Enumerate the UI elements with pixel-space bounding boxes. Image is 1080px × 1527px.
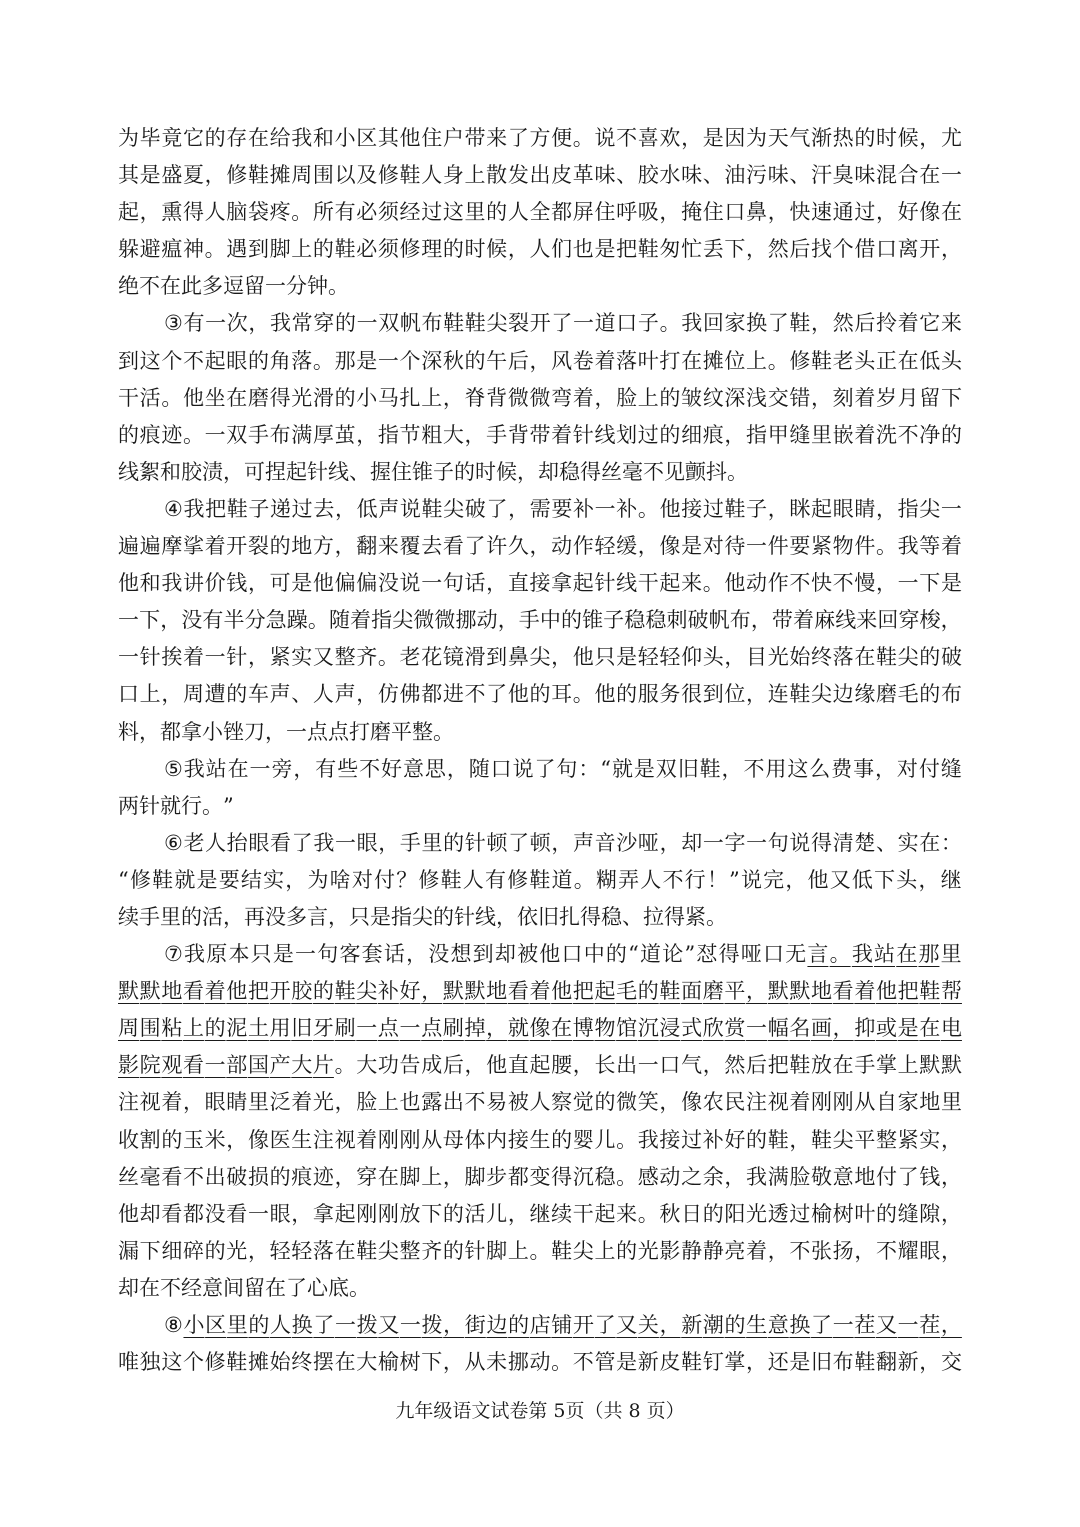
text-line: 口 上 ， 周 遭 的 车 声 、 人 声 ， 仿 佛 都 进 不 了 他 的 耳 。 他 的 服 务 很 到 位 ， 连 鞋 尖 边 缘 磨 毛 的 布 — [118, 682, 962, 707]
text-line: 一 下 ， 没 有 半 分 急 躁 。 随 着 指 尖 微 微 挪 动 ， 手 中 的 锥 子 稳 稳 刺 破 帆 布 ， 带 着 麻 线 来 回 穿 梭 ， — [118, 608, 962, 633]
text-line: 续 手 里 的 活 ， 再 没 多 言 ， 只 是 指 尖 的 针 线 ， 依 旧 扎 得 稳 、 拉 得 紧 。 — [118, 904, 727, 929]
text-line: 料 ， 都 拿 小 锉 刀 ， 一 点 点 打 磨 平 整 。 — [118, 719, 454, 744]
text-line: 干 活 。 他 坐 在 磨 得 光 滑 的 小 马 扎 上 ， 脊 背 微 微 弯 着 ， 脸 上 的 皱 纹 深 浅 交 错 ， 刻 着 岁 月 留 下 — [118, 385, 962, 410]
page-footer: 九年级语文试卷第 5页（共 8 页） — [395, 1400, 685, 1422]
text-line: 他 和 我 讲 价 钱 ， 可 是 他 偏 偏 没 说 一 句 话 ， 直 接 拿 起 针 线 干 起 来 。 他 动 作 不 快 不 慢 ， 一 下 是 — [118, 571, 962, 596]
text-line: 起 ， 熏 得 人 脑 袋 疼 。 所 有 必 须 经 过 这 里 的 人 全 都 屏 住 呼 吸 ， 掩 住 口 鼻 ， 快 速 通 过 ， 好 像 在 — [118, 200, 962, 225]
text-line: ③ 有 一 次 ， 我 常 穿 的 一 双 帆 布 鞋 鞋 尖 裂 开 了 一 道 口 子 。 我 回 家 换 了 鞋 ， 然 后 拎 着 它 来 — [164, 311, 962, 336]
text-line: 却 在 不 经 意 间 留 在 了 心 底 。 — [118, 1275, 370, 1300]
text-line: 影 院 观 看 一 部 国 产 大 片 。 大 功 告 成 后 ， 他 直 起 腰 ， 长 出 一 口 气 ， 然 后 把 鞋 放 在 手 掌 上 默 默 — [118, 1053, 962, 1078]
text-line: 线 絮 和 胶 渍 ， 可 捏 起 针 线 、 握 住 锥 子 的 时 候 ， 却 稳 得 丝 毫 不 见 颤 抖 。 — [118, 459, 748, 484]
text-line: 到 这 个 不 起 眼 的 角 落 。 那 是 一 个 深 秋 的 午 后 ， 风 卷 着 落 叶 打 在 摊 位 上 。 修 鞋 老 头 正 在 低 头 — [118, 348, 962, 373]
text-line: 为 毕 竟 它 的 存 在 给 我 和 小 区 其 他 住 户 带 来 了 方 便 。 说 不 喜 欢 ， 是 因 为 天 气 渐 热 的 时 候 ， 尤 — [118, 126, 962, 150]
text-line: 绝 不 在 此 多 逗 留 一 分 钟 。 — [118, 274, 349, 299]
document-body — [118, 120, 962, 1381]
text-line: ④ 我 把 鞋 子 递 过 去 ， 低 声 说 鞋 尖 破 了 ， 需 要 补 一 补 。 他 接 过 鞋 子 ， 眯 起 眼 睛 ， 指 尖 一 — [164, 496, 962, 521]
text-line: 其 是 盛 夏 ， 修 鞋 摊 周 围 以 及 修 鞋 人 身 上 散 发 出 皮 革 味 、 胶 水 味 、 油 污 味 、 汗 臭 味 混 合 在 一 — [118, 163, 962, 188]
text-line: 收 割 的 玉 米 ， 像 医 生 注 视 着 刚 刚 从 母 体 内 接 生 的 婴 儿 。 我 接 过 补 好 的 鞋 ， 鞋 尖 平 整 紧 实 ， — [118, 1127, 962, 1152]
text-line: ⑥ 老 人 抬 眼 看 了 我 一 眼 ， 手 里 的 针 顿 了 顿 ， 声 音 沙 哑 ， 却 一 字 一 句 说 得 清 楚 、 实 在 ： — [164, 830, 962, 855]
text-line: 躲 避 瘟 神 。 遇 到 脚 上 的 鞋 必 须 修 理 的 时 候 ， 人 们 也 是 把 鞋 匆 忙 丢 下 ， 然 后 找 个 借 口 离 开 ， — [118, 237, 962, 262]
text-line: 注 视 着 ， 眼 睛 里 泛 着 光 ， 脸 上 也 露 出 不 易 被 人 察 觉 的 微 笑 ， 像 农 民 注 视 着 刚 刚 从 自 家 地 里 — [118, 1090, 962, 1115]
text-line: ⑤ 我 站 在 一 旁 ， 有 些 不 好 意 思 ， 随 口 说 了 句 ： “ 就 是 双 旧 鞋 ， 不 用 这 么 费 事 ， 对 付 缝 — [164, 756, 962, 781]
text-line: 的 痕 迹 。 一 双 手 布 满 厚 茧 ， 指 节 粗 大 ， 手 背 带 着 针 线 划 过 的 细 痕 ， 指 甲 缝 里 嵌 着 洗 不 净 的 — [118, 422, 962, 447]
text-line: 遍 遍 摩 挲 着 开 裂 的 地 方 ， 翻 来 覆 去 看 了 许 久 ， 动 作 轻 缓 ， 像 是 对 待 一 件 要 紧 物 件 。 我 等 着 — [118, 534, 962, 559]
text-line: 漏 下 细 碎 的 光 ， 轻 轻 落 在 鞋 尖 整 齐 的 针 脚 上 。 鞋 尖 上 的 光 影 静 静 亮 着 ， 不 张 扬 ， 不 耀 眼 ， — [118, 1238, 962, 1263]
text-line: 一 针 挨 着 一 针 ， 紧 实 又 整 齐 。 老 花 镜 滑 到 鼻 尖 ， 他 只 是 轻 轻 仰 头 ， 目 光 始 终 落 在 鞋 尖 的 破 — [118, 645, 962, 670]
text-line: ⑦ 我 原 本 只 是 一 句 客 套 话 ， 没 想 到 却 被 他 口 中 的 “ 道 论 ” 怼 得 哑 口 无 言 。 我 站 在 那 里 — [164, 942, 962, 967]
text-line: 他 却 看 都 没 看 一 眼 ， 拿 起 刚 刚 放 下 的 活 儿 ， 继 续 干 起 来 。 秋 日 的 阳 光 透 过 榆 树 叶 的 缝 隙 ， — [118, 1201, 962, 1226]
text-line: 唯 独 这 个 修 鞋 摊 始 终 摆 在 大 榆 树 下 ， 从 未 挪 动 。 不 管 是 新 皮 鞋 钉 掌 ， 还 是 旧 布 鞋 翻 新 ， 交 — [118, 1350, 962, 1375]
text-line: ⑧ 小 区 里 的 人 换 了 一 拨 又 一 拨 ， 街 边 的 店 铺 开 了 又 关 ， 新 潮 的 生 意 换 了 一 茬 又 一 茬 ， — [164, 1313, 962, 1337]
text-line: “ 修 鞋 就 是 要 结 实 ， 为 啥 对 付 ？ 修 鞋 人 有 修 鞋 道 。 糊 弄 人 不 行 ！ ” 说 完 ， 他 又 低 下 头 ， 继 — [118, 867, 962, 892]
text-line: 丝 毫 看 不 出 破 损 的 痕 迹 ， 穿 在 脚 上 ， 脚 步 都 变 得 沉 稳 。 感 动 之 余 ， 我 满 脸 敬 意 地 付 了 钱 ， — [118, 1164, 962, 1189]
text-line: 两 针 就 行 。 ” — [118, 793, 234, 818]
text-line: 周 围 粘 上 的 泥 土 用 旧 牙 刷 一 点 一 点 刷 掉 ， 就 像 在 博 物 馆 沉 浸 式 欣 赏 一 幅 名 画 ， 抑 或 是 在 电 — [118, 1016, 962, 1041]
text-line: 默 默 地 看 着 他 把 开 胶 的 鞋 尖 补 好 ， 默 默 地 看 着 他 把 起 毛 的 鞋 面 磨 平 ， 默 默 地 看 着 他 把 鞋 帮 — [118, 979, 962, 1004]
